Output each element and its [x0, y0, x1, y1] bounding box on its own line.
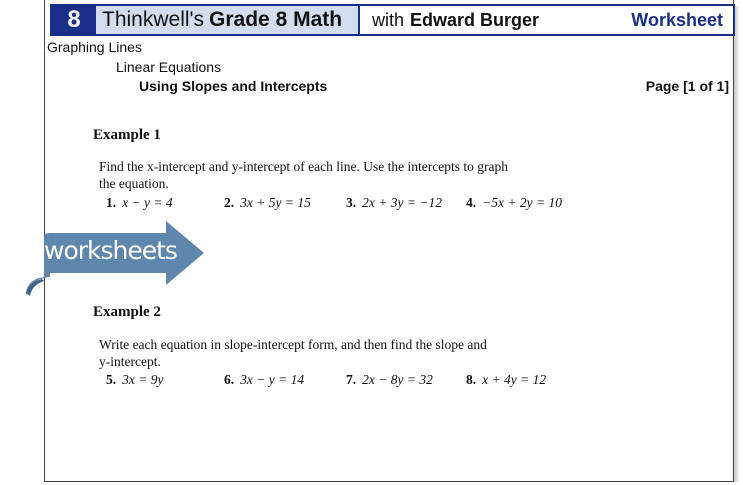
- problem-item: [346, 372, 466, 388]
- page-number: Page [1 of 1]: [645, 78, 729, 94]
- problem-number: 7.: [346, 372, 357, 387]
- problem-number: 2.: [224, 195, 235, 210]
- example-2-instruction: [99, 336, 559, 370]
- breadcrumb-subtopic: Linear Equations: [116, 59, 222, 75]
- example-1-problems: [106, 195, 562, 211]
- doc-type-label: Worksheet: [631, 9, 723, 30]
- problem-item: [466, 195, 562, 211]
- problem-item: [346, 195, 466, 211]
- instruction-line: Write each equation in slope-intercept form, and then find the slope and: [99, 337, 487, 352]
- breadcrumb-topic: Graphing Lines: [47, 39, 142, 55]
- header-bar: [50, 4, 735, 36]
- problem-equation: 2x + 3y = −12: [362, 195, 442, 210]
- problem-equation: 3x = 9y: [122, 372, 164, 387]
- instruction-line: Find the x-intercept and y-intercept of each line. Use the intercepts to graph: [99, 159, 508, 174]
- example-2-problems: [106, 372, 546, 388]
- example-1-instruction: [99, 158, 559, 192]
- course-title: [96, 6, 360, 34]
- problem-item: [224, 372, 346, 388]
- problem-number: 1.: [106, 195, 117, 210]
- problem-equation: 3x − y = 14: [240, 372, 305, 387]
- with-text: with: [372, 9, 405, 30]
- instruction-line: the equation.: [99, 176, 169, 191]
- example-2-title: Example 2: [93, 304, 161, 320]
- problem-item: [106, 195, 224, 211]
- problem-equation: x + 4y = 12: [482, 372, 547, 387]
- breadcrumb-lesson: Using Slopes and Intercepts: [139, 78, 328, 94]
- problem-equation: 2x − 8y = 32: [362, 372, 433, 387]
- problem-number: 3.: [346, 195, 357, 210]
- problem-number: 6.: [224, 372, 235, 387]
- course-name: Grade 8 Math: [209, 8, 343, 31]
- problem-item: [106, 372, 224, 388]
- instructor-credit: [360, 6, 603, 34]
- problem-number: 5.: [106, 372, 117, 387]
- banner-label: worksheets: [44, 236, 177, 265]
- instructor-name: Edward Burger: [410, 9, 540, 30]
- problem-item: [224, 195, 346, 211]
- problem-number: 4.: [466, 195, 477, 210]
- problem-item: [466, 372, 546, 388]
- example-1-title: Example 1: [93, 127, 161, 143]
- problem-equation: 3x + 5y = 15: [240, 195, 311, 210]
- problem-number: 8.: [466, 372, 477, 387]
- instruction-line: y-intercept.: [99, 354, 161, 369]
- brand-name: Thinkwell's: [102, 8, 205, 31]
- problem-equation: −5x + 2y = 10: [482, 195, 562, 210]
- page-shadow: [734, 6, 739, 482]
- grade-number-badge: 8: [52, 6, 96, 34]
- problem-equation: x − y = 4: [122, 195, 173, 210]
